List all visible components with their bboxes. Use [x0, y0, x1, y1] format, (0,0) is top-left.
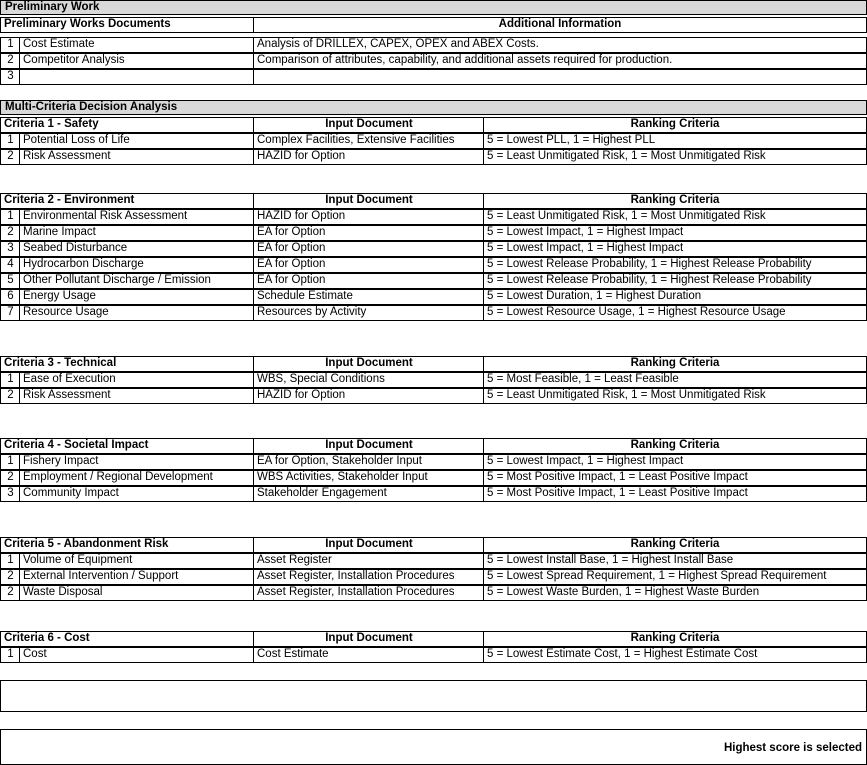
input-document: HAZID for Option	[253, 388, 484, 404]
ranking-criteria: 5 = Least Unmitigated Risk, 1 = Most Unmitigated Risk	[483, 388, 867, 404]
criteria-title: Criteria 1 - Safety	[0, 117, 254, 133]
criterion-name: Cost	[19, 647, 254, 663]
criteria-row	[0, 209, 867, 225]
preliminary-doc: Cost Estimate	[19, 37, 254, 53]
criteria-row	[0, 569, 867, 585]
preliminary-row	[0, 37, 867, 53]
ranking-criteria: 5 = Lowest Estimate Cost, 1 = Highest Estimate Cost	[483, 647, 867, 663]
criterion-name: Ease of Execution	[19, 372, 254, 388]
input-document: EA for Option	[253, 225, 484, 241]
preliminary-info-header: Additional Information	[253, 17, 867, 33]
criteria-header-row	[0, 631, 867, 647]
criterion-name: Energy Usage	[19, 289, 254, 305]
criteria-row	[0, 372, 867, 388]
criteria-title: Criteria 5 - Abandonment Risk	[0, 537, 254, 553]
ranking-criteria: 5 = Lowest Release Probability, 1 = Highest Release Probability	[483, 273, 867, 289]
criteria-header-row	[0, 117, 867, 133]
ranking-criteria: 5 = Lowest PLL, 1 = Highest PLL	[483, 133, 867, 149]
criterion-name: Community Impact	[19, 486, 254, 502]
input-document-header: Input Document	[253, 193, 484, 209]
ranking-criteria-header: Ranking Criteria	[483, 631, 867, 647]
preliminary-info: Analysis of DRILLEX, CAPEX, OPEX and ABEX Costs.	[253, 37, 867, 53]
ranking-criteria: 5 = Lowest Install Base, 1 = Highest Install Base	[483, 553, 867, 569]
input-document: EA for Option	[253, 241, 484, 257]
ranking-criteria: 5 = Lowest Spread Requirement, 1 = Highest Spread Requirement	[483, 569, 867, 585]
row-number: 6	[0, 289, 20, 305]
ranking-criteria-header: Ranking Criteria	[483, 537, 867, 553]
row-number: 1	[0, 553, 20, 569]
criterion-name: Environmental Risk Assessment	[19, 209, 254, 225]
criteria-row	[0, 289, 867, 305]
ranking-criteria: 5 = Lowest Resource Usage, 1 = Highest Resource Usage	[483, 305, 867, 321]
criterion-name: Hydrocarbon Discharge	[19, 257, 254, 273]
preliminary-info	[253, 69, 867, 85]
criteria-title: Criteria 4 - Societal Impact	[0, 438, 254, 454]
row-number: 3	[0, 486, 20, 502]
ranking-criteria-header: Ranking Criteria	[483, 438, 867, 454]
criterion-name: Employment / Regional Development	[19, 470, 254, 486]
row-number: 2	[0, 470, 20, 486]
row-number: 1	[0, 37, 20, 53]
input-document: Cost Estimate	[253, 647, 484, 663]
criteria-row	[0, 486, 867, 502]
criteria-row	[0, 553, 867, 569]
preliminary-row	[0, 53, 867, 69]
ranking-criteria: 5 = Lowest Waste Burden, 1 = Highest Waste Burden	[483, 585, 867, 601]
criterion-name: Risk Assessment	[19, 149, 254, 165]
input-document: Asset Register, Installation Procedures	[253, 585, 484, 601]
blank-box	[0, 680, 867, 712]
criteria-row	[0, 647, 867, 663]
criteria-row	[0, 273, 867, 289]
criteria-header-row	[0, 438, 867, 454]
criterion-name: Seabed Disturbance	[19, 241, 254, 257]
input-document-header: Input Document	[253, 117, 484, 133]
input-document: HAZID for Option	[253, 149, 484, 165]
ranking-criteria: 5 = Lowest Impact, 1 = Highest Impact	[483, 454, 867, 470]
selection-note: Highest score is selected	[723, 742, 862, 754]
mcda-title: Multi-Criteria Decision Analysis	[0, 100, 867, 115]
criterion-name: Resource Usage	[19, 305, 254, 321]
criteria-header-row	[0, 537, 867, 553]
preliminary-row	[0, 69, 867, 85]
ranking-criteria: 5 = Most Positive Impact, 1 = Least Positive Impact	[483, 486, 867, 502]
row-number: 3	[0, 241, 20, 257]
criteria-row	[0, 133, 867, 149]
ranking-criteria: 5 = Least Unmitigated Risk, 1 = Most Unmitigated Risk	[483, 149, 867, 165]
criteria-row	[0, 388, 867, 404]
preliminary-title: Preliminary Work	[0, 0, 867, 15]
criteria-row	[0, 225, 867, 241]
input-document-header: Input Document	[253, 356, 484, 372]
row-number: 2	[0, 585, 20, 601]
criterion-name: Potential Loss of Life	[19, 133, 254, 149]
row-number: 1	[0, 372, 20, 388]
input-document: Complex Facilities, Extensive Facilities	[253, 133, 484, 149]
row-number: 1	[0, 133, 20, 149]
input-document: WBS, Special Conditions	[253, 372, 484, 388]
input-document: Asset Register, Installation Procedures	[253, 569, 484, 585]
input-document: HAZID for Option	[253, 209, 484, 225]
ranking-criteria-header: Ranking Criteria	[483, 356, 867, 372]
ranking-criteria: 5 = Lowest Impact, 1 = Highest Impact	[483, 241, 867, 257]
preliminary-docs-header: Preliminary Works Documents	[0, 17, 254, 33]
criterion-name: External Intervention / Support	[19, 569, 254, 585]
ranking-criteria: 5 = Least Unmitigated Risk, 1 = Most Unmitigated Risk	[483, 209, 867, 225]
criteria-row	[0, 149, 867, 165]
row-number: 2	[0, 569, 20, 585]
preliminary-doc: Competitor Analysis	[19, 53, 254, 69]
input-document: EA for Option, Stakeholder Input	[253, 454, 484, 470]
ranking-criteria: 5 = Lowest Duration, 1 = Highest Duration	[483, 289, 867, 305]
input-document: EA for Option	[253, 257, 484, 273]
criteria-row	[0, 241, 867, 257]
ranking-criteria: 5 = Most Feasible, 1 = Least Feasible	[483, 372, 867, 388]
criteria-row	[0, 470, 867, 486]
criterion-name: Other Pollutant Discharge / Emission	[19, 273, 254, 289]
input-document: EA for Option	[253, 273, 484, 289]
row-number: 2	[0, 388, 20, 404]
preliminary-doc	[19, 69, 254, 85]
criterion-name: Waste Disposal	[19, 585, 254, 601]
criteria-title: Criteria 2 - Environment	[0, 193, 254, 209]
row-number: 2	[0, 149, 20, 165]
criteria-header-row	[0, 193, 867, 209]
row-number: 2	[0, 225, 20, 241]
criteria-row	[0, 585, 867, 601]
preliminary-header-row	[0, 17, 867, 33]
ranking-criteria: 5 = Most Positive Impact, 1 = Least Positive Impact	[483, 470, 867, 486]
input-document-header: Input Document	[253, 631, 484, 647]
ranking-criteria: 5 = Lowest Impact, 1 = Highest Impact	[483, 225, 867, 241]
criteria-header-row	[0, 356, 867, 372]
ranking-criteria: 5 = Lowest Release Probability, 1 = Highest Release Probability	[483, 257, 867, 273]
input-document-header: Input Document	[253, 438, 484, 454]
row-number: 3	[0, 69, 20, 85]
row-number: 5	[0, 273, 20, 289]
input-document: Asset Register	[253, 553, 484, 569]
input-document-header: Input Document	[253, 537, 484, 553]
criteria-row	[0, 305, 867, 321]
input-document: Resources by Activity	[253, 305, 484, 321]
input-document: WBS Activities, Stakeholder Input	[253, 470, 484, 486]
criteria-row	[0, 454, 867, 470]
criterion-name: Volume of Equipment	[19, 553, 254, 569]
criterion-name: Fishery Impact	[19, 454, 254, 470]
input-document: Schedule Estimate	[253, 289, 484, 305]
ranking-criteria-header: Ranking Criteria	[483, 117, 867, 133]
input-document: Stakeholder Engagement	[253, 486, 484, 502]
criteria-title: Criteria 6 - Cost	[0, 631, 254, 647]
criterion-name: Marine Impact	[19, 225, 254, 241]
selection-note-box	[0, 729, 867, 765]
row-number: 2	[0, 53, 20, 69]
row-number: 4	[0, 257, 20, 273]
row-number: 7	[0, 305, 20, 321]
criteria-row	[0, 257, 867, 273]
row-number: 1	[0, 647, 20, 663]
row-number: 1	[0, 209, 20, 225]
criterion-name: Risk Assessment	[19, 388, 254, 404]
criteria-title: Criteria 3 - Technical	[0, 356, 254, 372]
ranking-criteria-header: Ranking Criteria	[483, 193, 867, 209]
row-number: 1	[0, 454, 20, 470]
preliminary-info: Comparison of attributes, capability, and additional assets required for production.	[253, 53, 867, 69]
